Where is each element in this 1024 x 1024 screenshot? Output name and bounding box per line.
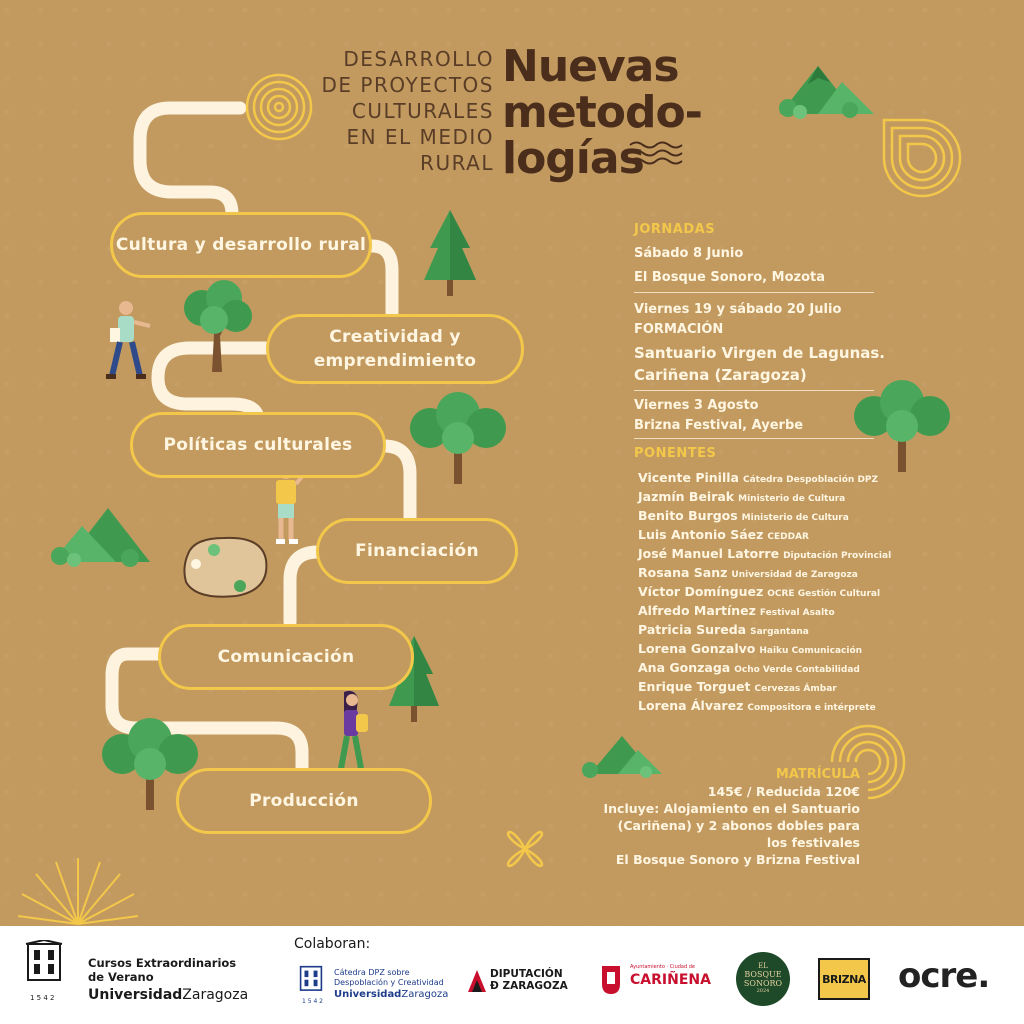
speaker-name: Enrique Torguet xyxy=(638,679,751,694)
event-1 xyxy=(634,244,825,288)
pine-tree-icon xyxy=(420,208,480,298)
subtitle-line: RURAL xyxy=(420,151,494,175)
matricula-line: Incluye: Alojamiento en el Santuario xyxy=(603,801,860,816)
speaker-item xyxy=(638,505,891,524)
speaker-name: Jazmín Beirak xyxy=(638,489,735,504)
jornadas-heading: JORNADAS xyxy=(634,222,716,237)
event-place: Santuario Virgen de Lagunas. xyxy=(634,344,885,362)
brizna-logo xyxy=(818,958,870,1000)
speaker-role: Universidad de Zaragoza xyxy=(731,570,858,580)
sun-rays-icon xyxy=(16,854,140,926)
mountains-icon xyxy=(770,56,880,120)
bosque-line: EL xyxy=(758,962,768,970)
oak-tree-icon xyxy=(850,378,954,472)
ocre-logo: ocre. xyxy=(898,956,990,996)
speaker-role: Diputación Provincial xyxy=(783,551,892,561)
speaker-role: Haiku Comunicación xyxy=(759,646,863,656)
concentric-circles-icon xyxy=(244,72,314,142)
jornadas-section xyxy=(634,222,715,237)
uz-brand xyxy=(88,988,248,1002)
catedra-brand-bold: Universidad xyxy=(334,989,402,1000)
event-place: Cariñena (Zaragoza) xyxy=(634,366,807,384)
step-label: Creatividad y xyxy=(329,327,461,347)
main-title-line: logías xyxy=(502,133,644,184)
colaboran-label: Colaboran: xyxy=(294,936,371,952)
catedra-line: Despoblación y Creatividad xyxy=(334,978,444,987)
speaker-item xyxy=(638,676,891,695)
catedra-name xyxy=(334,968,448,1000)
matricula-heading: MATRÍCULA xyxy=(775,767,860,782)
uz-line: de Verano xyxy=(88,970,154,984)
dpz-logo-icon xyxy=(466,968,488,994)
speaker-name: Alfredo Martínez xyxy=(638,603,756,618)
divider xyxy=(634,292,874,293)
step-label: emprendimiento xyxy=(313,351,477,371)
step-politicas-culturales xyxy=(130,412,386,478)
main-title-line: Nuevas xyxy=(502,41,679,92)
uz-brand-bold: Universidad xyxy=(88,987,183,1003)
ponentes-heading: PONENTES xyxy=(634,446,717,461)
speaker-name: Luis Antonio Sáez xyxy=(638,527,764,542)
subtitle-line: DESARROLLO xyxy=(343,47,494,71)
speaker-name: Benito Burgos xyxy=(638,508,738,523)
step-creatividad-emprendimiento xyxy=(266,314,524,384)
bosque-year: 2024 xyxy=(756,988,770,994)
catedra-crest-icon xyxy=(298,964,324,998)
subtitle-line: EN EL MEDIO xyxy=(346,125,494,149)
divider xyxy=(634,438,874,439)
oak-tree-icon xyxy=(406,390,510,484)
speaker-role: Festival Asalto xyxy=(759,608,835,618)
speaker-role: Ocho Verde Contabilidad xyxy=(734,665,860,675)
speaker-role: Compositora e intérprete xyxy=(747,703,876,713)
speaker-name: Patricia Sureda xyxy=(638,622,747,637)
speaker-item xyxy=(638,562,891,581)
ponentes-section xyxy=(634,446,716,461)
footer-logos xyxy=(0,926,1024,1024)
university-crest-icon xyxy=(24,940,64,992)
matricula-line: los festivales xyxy=(766,835,860,850)
main-title-line: metodo- xyxy=(502,87,702,138)
event-date: Sábado 8 Junio xyxy=(634,246,744,261)
step-label: Comunicación xyxy=(217,647,355,667)
d-shape-decor-icon xyxy=(882,118,964,198)
rock-icon xyxy=(180,534,270,600)
event-date: Viernes 3 Agosto xyxy=(634,398,759,413)
speaker-item xyxy=(638,619,891,638)
subtitle-line: CULTURALES xyxy=(351,99,494,123)
dpz-line: Ð ZARAGOZA xyxy=(490,980,568,992)
step-produccion xyxy=(176,768,432,834)
step-financiacion xyxy=(316,518,518,584)
bosque-line: BOSQUE xyxy=(744,970,782,979)
uz-brand-light: Zaragoza xyxy=(182,987,249,1003)
carinena-shield-icon xyxy=(600,964,622,996)
speaker-name: Víctor Domínguez xyxy=(638,584,764,599)
hiker-figure-icon xyxy=(104,298,156,384)
speaker-name: Ana Gonzaga xyxy=(638,660,731,675)
carinena-small: Ayuntamiento · Ciudad de xyxy=(630,964,695,970)
subtitle-line: DE PROYECTOS xyxy=(321,73,494,97)
mountains-icon xyxy=(46,500,162,570)
event-2 xyxy=(634,300,885,386)
speaker-item xyxy=(638,543,891,562)
bosque-sonoro-logo xyxy=(736,952,790,1006)
bosque-line: SONORO xyxy=(743,979,783,988)
step-label: Cultura y desarrollo rural xyxy=(115,235,367,255)
event-date: Viernes 19 y sábado 20 Julio xyxy=(634,302,842,317)
speaker-name: Lorena Gonzalvo xyxy=(638,641,756,656)
speaker-name: Lorena Álvarez xyxy=(638,698,744,713)
oak-tree-icon xyxy=(178,278,256,374)
uz-year: 1 5 4 2 xyxy=(30,994,55,1002)
step-label: Financiación xyxy=(355,541,479,561)
wave-icon xyxy=(628,140,684,166)
speaker-role: Ministerio de Cultura xyxy=(738,494,846,504)
speaker-item xyxy=(638,695,891,714)
speaker-list xyxy=(638,467,891,714)
step-label: Producción xyxy=(249,791,359,811)
brizna-text: BRIZNA xyxy=(822,972,866,986)
catedra-brand xyxy=(334,990,448,1000)
catedra-line: Cátedra DPZ sobre xyxy=(334,968,410,977)
speaker-name: Rosana Sanz xyxy=(638,565,728,580)
speaker-item xyxy=(638,600,891,619)
event-place: Brizna Festival, Ayerbe xyxy=(634,418,804,433)
step-label: Políticas culturales xyxy=(163,435,353,455)
clover-icon xyxy=(494,818,556,880)
matricula-line: El Bosque Sonoro y Brizna Festival xyxy=(615,852,860,867)
event-type: FORMACIÓN xyxy=(634,322,724,337)
step-cultura-desarrollo-rural xyxy=(110,212,372,278)
speaker-item xyxy=(638,467,891,486)
speaker-name: José Manuel Latorre xyxy=(638,546,780,561)
event-place: El Bosque Sonoro, Mozota xyxy=(634,270,825,285)
step-comunicacion xyxy=(158,624,414,690)
catedra-year: 1 5 4 2 xyxy=(302,998,323,1005)
uz-name xyxy=(88,956,248,1002)
speaker-item xyxy=(638,581,891,600)
speaker-role: Cervezas Ámbar xyxy=(754,684,837,694)
catedra-brand-light: Zaragoza xyxy=(401,989,449,1000)
divider xyxy=(634,390,874,391)
dpz-line: DIPUTACIÓN xyxy=(490,968,563,980)
speaker-item xyxy=(638,657,891,676)
speaker-name: Vicente Pinilla xyxy=(638,470,739,485)
carinena-name: CARIÑENA xyxy=(630,972,711,988)
speaker-role: Sargantana xyxy=(750,627,809,637)
speaker-item xyxy=(638,486,891,505)
event-3 xyxy=(634,396,803,436)
matricula-price: 145€ / Reducida 120€ xyxy=(707,784,860,799)
matricula-line: (Cariñena) y 2 abonos dobles para xyxy=(617,818,860,833)
speaker-role: Cátedra Despoblación DPZ xyxy=(742,475,879,485)
speaker-item xyxy=(638,638,891,657)
dpz-name xyxy=(490,968,568,992)
speaker-item xyxy=(638,524,891,543)
speaker-role: OCRE Gestión Cultural xyxy=(767,589,881,599)
uz-line: Cursos Extraordinarios xyxy=(88,956,237,970)
speaker-role: Ministerio de Cultura xyxy=(741,513,849,523)
speaker-role: CEDDAR xyxy=(767,532,809,542)
matricula-section xyxy=(590,766,860,868)
